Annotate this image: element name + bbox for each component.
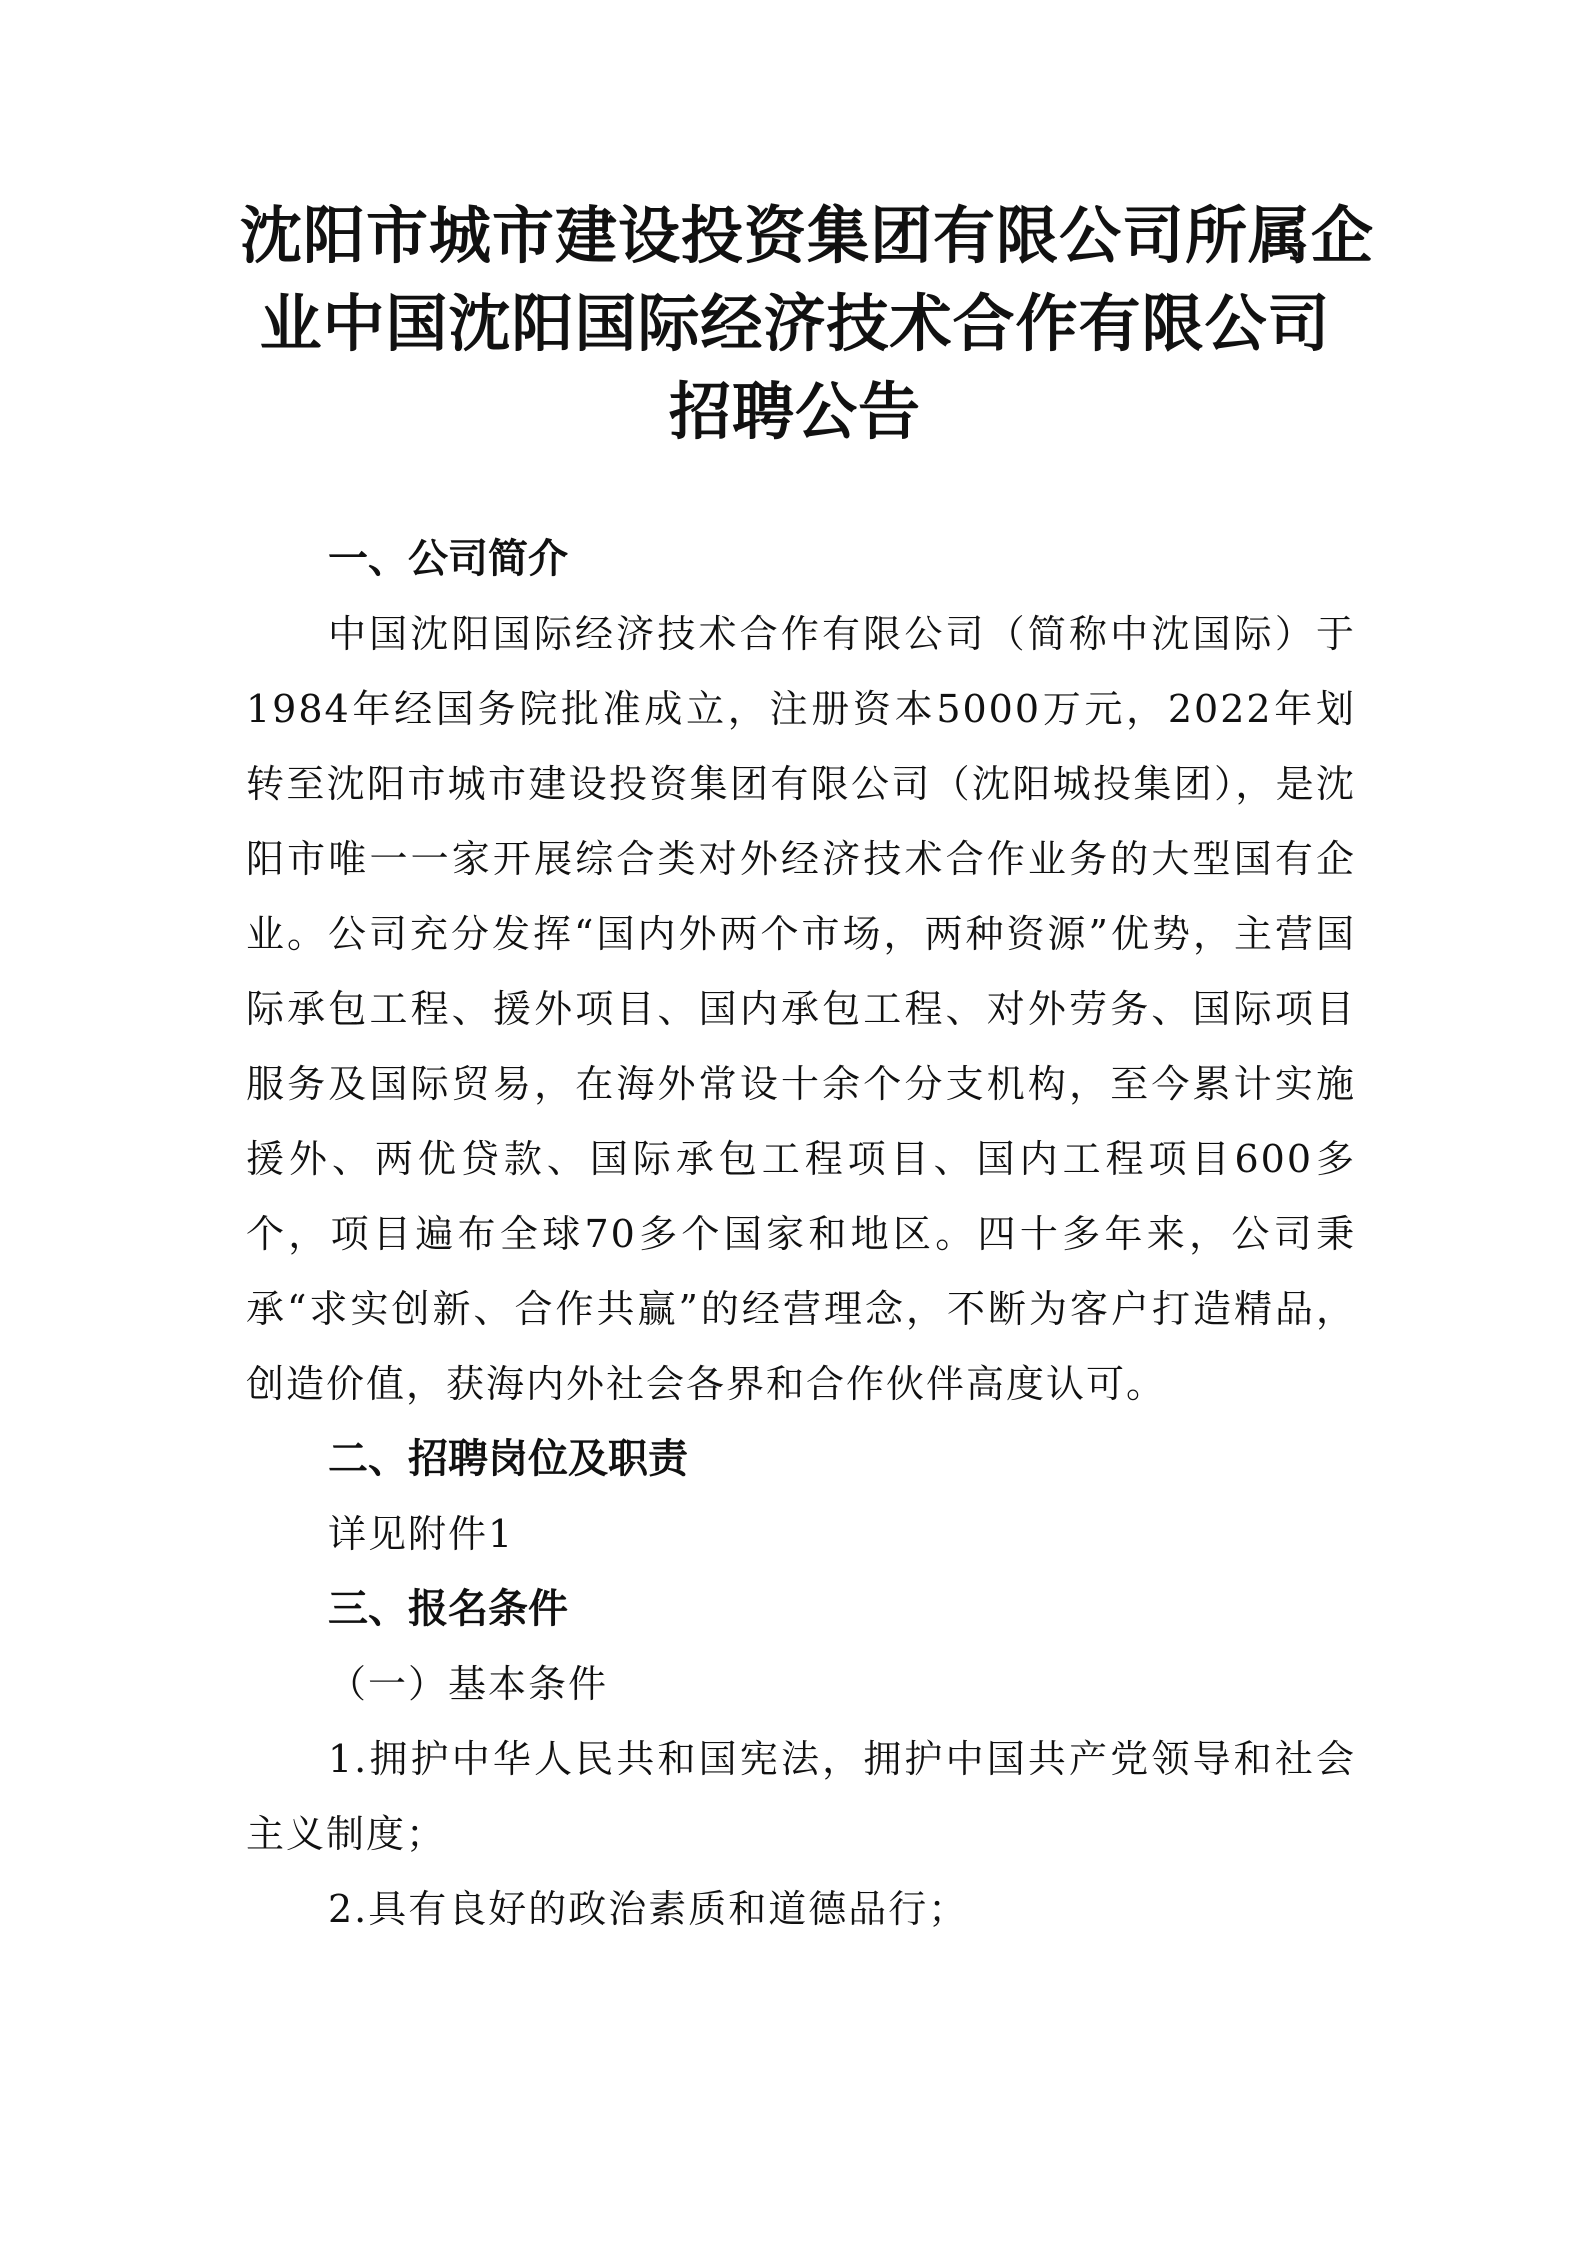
title-line-2: 业中国沈阳国际经济技术合作有限公司 bbox=[259, 287, 1331, 360]
section-heading-company-intro: 一、公司简介 bbox=[328, 536, 568, 582]
subsection-basic-requirements: （一）基本条件 bbox=[328, 1662, 609, 1706]
title-line-3: 招聘公告 bbox=[668, 375, 921, 448]
company-intro-paragraph: 中国沈阳国际经济技术合作有限公司（简称中沈国际）于1984年经国务院批准成立，注册资本5000万元，2022年划转至沈阳市城市建设投资集团有限公司（沈阳城投集团），是沈阳市唯一一家开展综合类对外经济技术合作业务的大型国有企业。公司充分发挥“国内外两个市场，两种资源”优势，主营国际承包工程、援外项目、国内承包工程、对外劳务、国际项目服务及国际贸易，在海外常设十余个分支机构，至今累计实施援外、两优贷款、国际承包工程项目、国内工程项目600多个，项目遍布全球70多个国家和地区。四十多年来，公司秉承“求实创新、合作共赢”的经营理念，不断为客户打造精品，创造价值，获海内外社会各界和合作伙伴高度认可。 bbox=[246, 612, 1356, 1406]
section-heading-requirements: 三、报名条件 bbox=[328, 1586, 568, 1632]
announcement-title bbox=[240, 192, 1375, 456]
title-line-1: 沈阳市城市建设投资集团有限公司所属企 bbox=[240, 199, 1375, 272]
document-body bbox=[246, 522, 1356, 1947]
section-heading-positions: 二、招聘岗位及职责 bbox=[328, 1436, 688, 1482]
requirement-item-2: 2.具有良好的政治素质和道德品行； bbox=[328, 1887, 969, 1931]
requirement-item-1: 1.拥护中华人民共和国宪法，拥护中国共产党领导和社会主义制度； bbox=[246, 1737, 1356, 1856]
positions-reference-text: 详见附件1 bbox=[328, 1512, 515, 1556]
